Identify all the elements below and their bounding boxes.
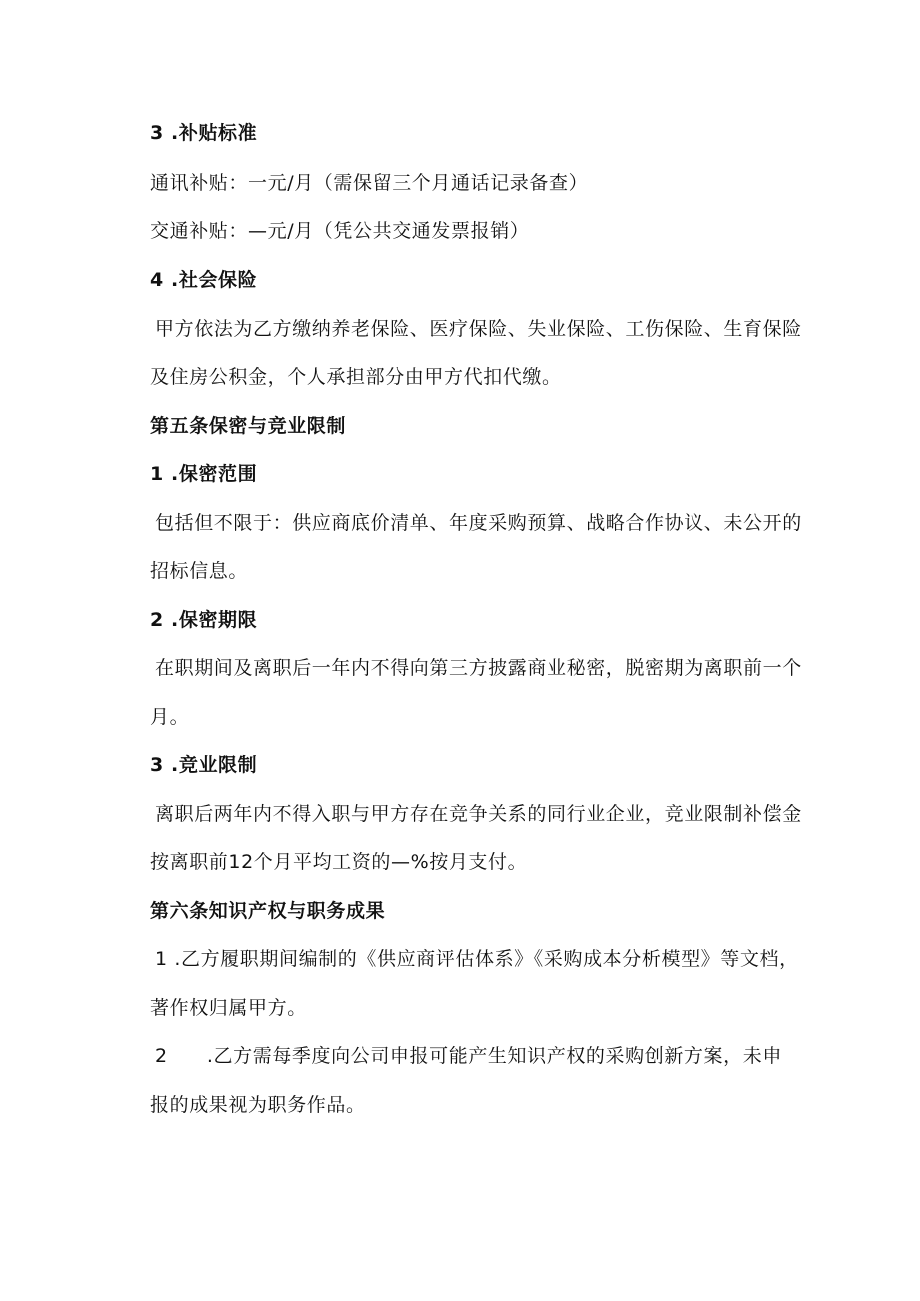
section-heading-non-compete: 3 .竞业限制 [150,754,258,776]
section-heading-social-insurance: 4 .社会保险 [150,269,258,291]
section-heading-subsidy-standard: 3 .补贴标准 [150,122,258,144]
paragraph-social-insurance-line-2: 及住房公积金，个人承担部分由甲方代扣代缴。 [150,366,562,388]
paragraph-confidentiality-scope-line-1: 包括但不限于：供应商底价清单、年度采购预算、战略合作协议、未公开的 [155,512,802,534]
paragraph-non-compete-line-1: 离职后两年内不得入职与甲方存在竞争关系的同行业企业，竞业限制补偿金 [155,803,802,825]
paragraph-social-insurance-line-1: 甲方依法为乙方缴纳养老保险、医疗保险、失业保险、工伤保险、生育保险 [155,318,802,340]
article-heading-intellectual-property: 第六条知识产权与职务成果 [150,900,386,922]
paragraph-ip-item-1-line-2: 著作权归属甲方。 [150,997,307,1019]
paragraph-communication-subsidy: 通讯补贴：一元/月（需保留三个月通话记录备查） [150,172,589,194]
paragraph-ip-item-2-line-1: 2 .乙方需每季度向公司申报可能产生知识产权的采购创新方案，未申 [155,1045,782,1067]
paragraph-confidentiality-period-line-1: 在职期间及离职后一年内不得向第三方披露商业秘密，脱密期为离职前一个 [155,657,802,679]
paragraph-ip-item-2-line-2: 报的成果视为职务作品。 [150,1094,366,1116]
article-heading-confidentiality: 第五条保密与竞业限制 [150,415,347,437]
section-heading-confidentiality-period: 2 .保密期限 [150,609,258,631]
paragraph-non-compete-line-2: 按离职前12个月平均工资的—%按月支付。 [150,851,528,873]
paragraph-ip-item-1-line-1: 1 .乙方履职期间编制的《供应商评估体系》《采购成本分析模型》等文档， [155,948,799,970]
section-heading-confidentiality-scope: 1 .保密范围 [150,463,258,485]
paragraph-transport-subsidy: 交通补贴：—元/月（凭公共交通发票报销） [150,220,530,242]
paragraph-confidentiality-scope-line-2: 招标信息。 [150,560,249,582]
paragraph-confidentiality-period-line-2: 月。 [150,706,190,728]
